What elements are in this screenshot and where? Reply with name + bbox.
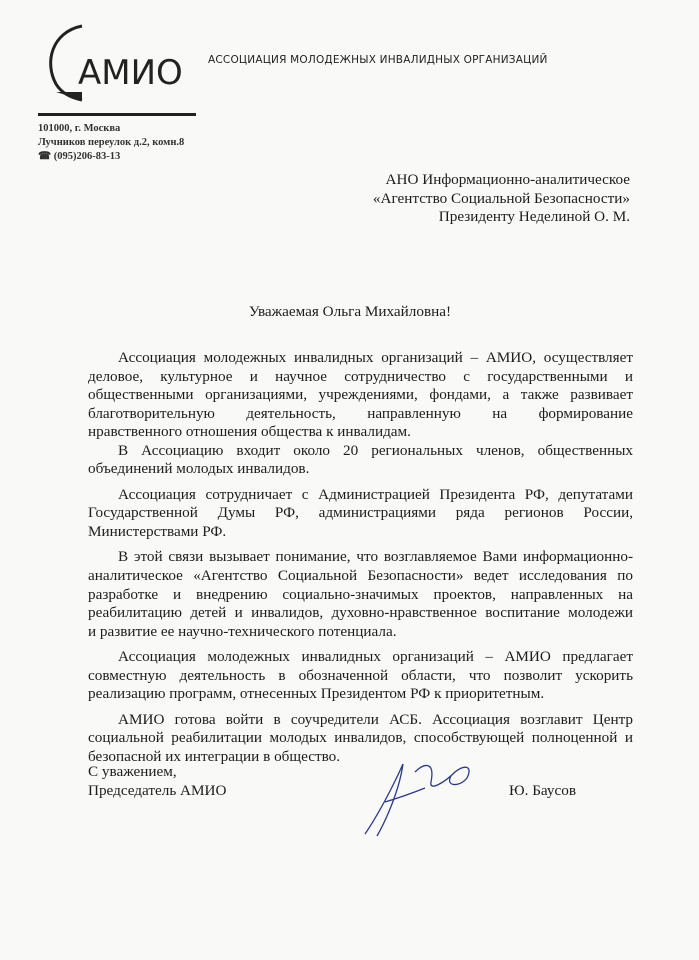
- signer-title: Председатель АМИО: [88, 782, 227, 799]
- paragraph-line: реализацию программ, отнесенных Президентом РФ к приоритетным.: [88, 685, 545, 703]
- paragraph-line: Ассоциация сотрудничает с Администрацией Президента РФ, депутатами: [118, 485, 633, 503]
- paragraph-line: деловое, культурное и научное сотрудничество с государственными и: [88, 367, 633, 385]
- sender-address: [38, 122, 184, 164]
- recipient-line: АНО Информационно-аналитическое: [385, 171, 630, 188]
- paragraph-line: социальной реабилитации молодых инвалидов, способствующей полноценной и: [88, 729, 633, 747]
- paragraph-line: Государственной Думы РФ, администрациями ряда регионов России,: [88, 504, 633, 522]
- paragraph-line: Ассоциация молодежных инвалидных организаций – АМИО предлагает: [118, 648, 633, 666]
- paragraph-line: безопасной их интеграции в общество.: [88, 747, 341, 765]
- paragraph-line: АМИО готова войти в соучредители АСБ. Ассоциация возглавит Центр: [118, 710, 633, 728]
- organization-name: АССОЦИАЦИЯ МОЛОДЕЖНЫХ ИНВАЛИДНЫХ ОРГАНИЗАЦИЙ: [208, 54, 548, 66]
- paragraph-line: объединений молодых инвалидов.: [88, 460, 310, 478]
- handwritten-signature: [355, 752, 485, 842]
- paragraph-line: совместную деятельность в обозначенной области, что позволит ускорить: [88, 666, 633, 684]
- paragraph-line: аналитическое «Агентство Социальной Безопасности» ведет исследования по: [88, 567, 633, 585]
- paragraph-line: нравственного отношения общества к инвалидам.: [88, 423, 411, 441]
- recipient-block: [373, 171, 630, 227]
- telephone-icon: ☎: [38, 151, 54, 162]
- address-phone: [38, 150, 184, 164]
- paragraph-line: благотворительную деятельность, направленную на формирование: [88, 404, 633, 422]
- signer-name: Ю. Баусов: [509, 782, 576, 799]
- address-street: Лучников переулок д.2, комн.8: [38, 137, 185, 148]
- paragraph-line: общественными организациями, учреждениями, фондами, а также развивает: [88, 386, 633, 404]
- paragraph-line: и развитие ее научно-технического потенциала.: [88, 622, 397, 640]
- paragraph-line: разработке и внедрению социально-значимых проектов, направленных на: [88, 585, 633, 603]
- address-city: 101000, г. Москва: [38, 123, 121, 134]
- paragraph: [88, 486, 633, 542]
- logo-text: АМИО: [78, 53, 183, 93]
- phone-number: (095)206-83-13: [53, 151, 121, 162]
- closing: [88, 762, 288, 800]
- paragraph-line: В этой связи вызывает понимание, что возглавляемое Вами информационно-: [118, 548, 633, 566]
- paragraph-line: реабилитацию детей и инвалидов, духовно-нравственное воспитание молодежи: [88, 604, 633, 622]
- paragraph: [88, 442, 633, 479]
- greeting: Уважаемая Ольга Михайловна!: [248, 303, 452, 320]
- letter-body: [88, 349, 633, 766]
- recipient-line: Президенту Неделиной О. М.: [438, 208, 630, 225]
- closing-regards: С уважением,: [88, 763, 177, 780]
- amio-logo: [42, 22, 192, 102]
- paragraph: [88, 548, 633, 641]
- paragraph-line: Министерствами РФ.: [88, 522, 227, 540]
- paragraph: [88, 648, 633, 704]
- paragraph-line: В Ассоциацию входит около 20 региональных членов, общественных: [118, 441, 633, 459]
- recipient-line: «Агентство Социальной Безопасности»: [372, 189, 630, 207]
- letterhead-divider: [38, 113, 196, 116]
- paragraph: [88, 349, 633, 442]
- paragraph-line: Ассоциация молодежных инвалидных организаций – АМИО, осуществляет: [118, 349, 633, 366]
